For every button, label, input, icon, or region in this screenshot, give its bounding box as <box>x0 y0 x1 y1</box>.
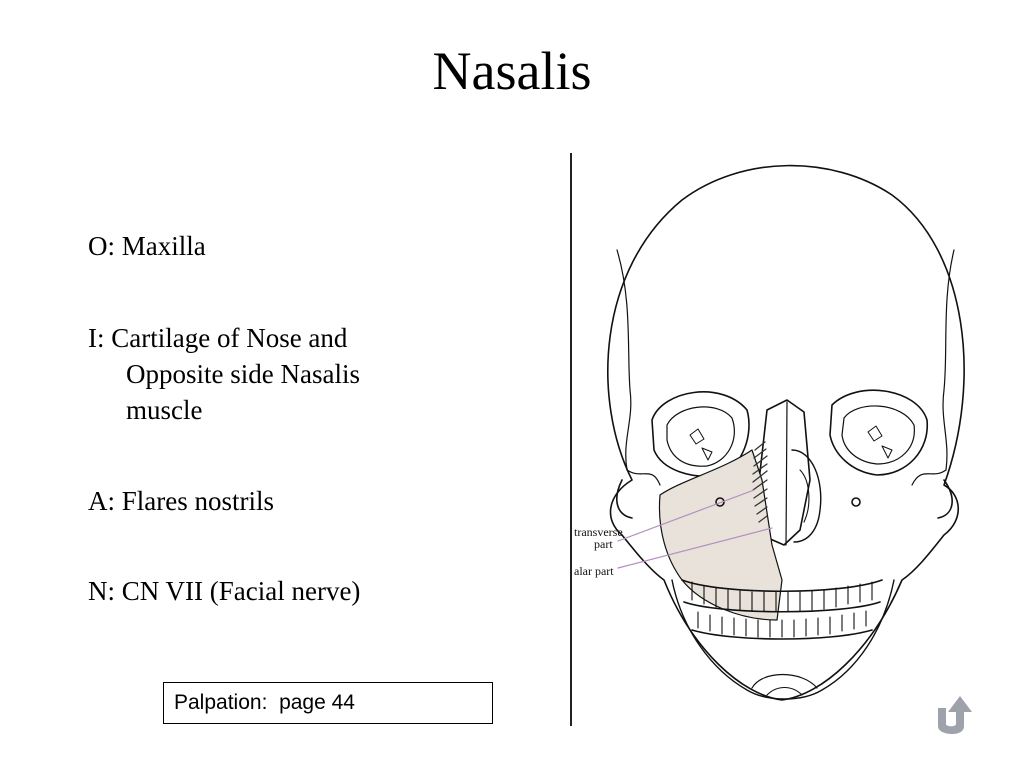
insertion-item <box>88 320 528 428</box>
skull-illustration <box>572 150 992 730</box>
label-transverse-part-line1: transverse <box>574 525 623 539</box>
nerve-item: N: CN VII (Facial nerve) <box>88 576 361 606</box>
insertion-line-2: Opposite side Nasalis <box>126 359 360 389</box>
action-item: A: Flares nostrils <box>88 486 274 516</box>
insertion-line-3: muscle <box>126 395 203 425</box>
slide-title: Nasalis <box>432 41 592 101</box>
label-transverse-part-line2: part <box>594 537 613 551</box>
label-alar-part: alar part <box>574 564 614 578</box>
insertion-line-1: I: Cartilage of Nose and <box>88 323 348 353</box>
palpation-reference-box: Palpation: page 44 <box>163 682 493 724</box>
return-arrow-icon[interactable] <box>932 690 978 736</box>
origin-item: O: Maxilla <box>88 231 206 261</box>
